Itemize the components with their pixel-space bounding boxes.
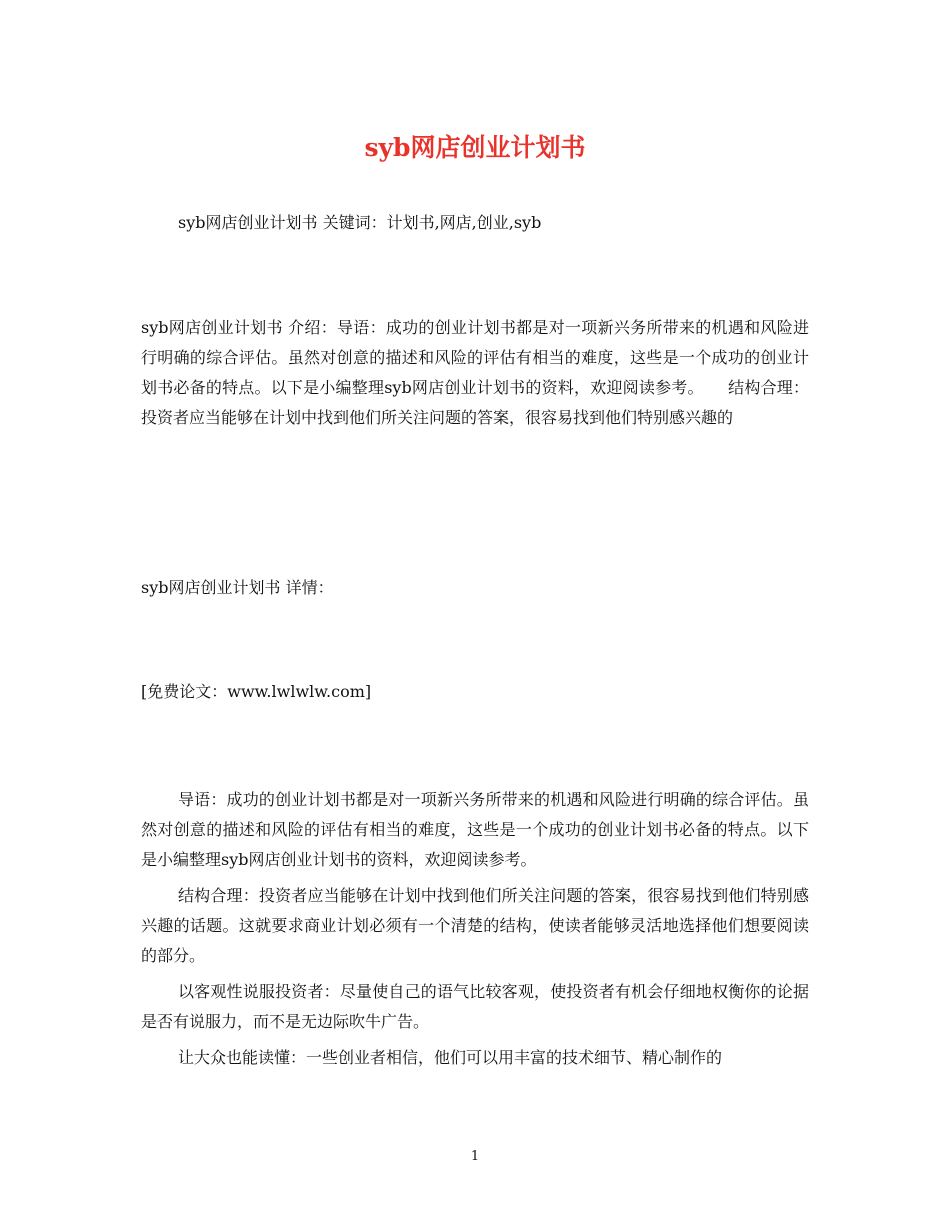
details-heading: syb网店创业计划书 详情： [141,578,334,597]
page-number: 1 [470,1149,480,1164]
body-paragraph: 结构合理：投资者应当能够在计划中找到他们所关注问题的答案，很容易找到他们特别感兴趣的话题。这就要求商业计划必须有一个清楚的结构，使读者能够灵活地选择他们想要阅读的部分。 [141,886,809,965]
body-paragraph: 让大众也能读懂：一些创业者相信，他们可以用丰富的技术细节、精心制作的 [178,1048,723,1067]
body-paragraph: 以客观性说服投资者：尽量使自己的语气比较客观，使投资者有机会仔细地权衡你的论据是否有说服力，而不是无边际吹牛广告。 [141,982,809,1031]
document-title: syb网店创业计划书 [364,133,586,162]
keywords-line: syb网店创业计划书 关键词：计划书,网店,创业,syb [178,213,542,232]
body-paragraph: 导语：成功的创业计划书都是对一项新兴务所带来的机遇和风险进行明确的综合评估。虽然对创意的描述和风险的评估有相当的难度，这些是一个成功的创业计划书必备的特点。以下是小编整理syb网店创业计划书的资料，欢迎阅读参考。 [141,790,809,869]
body-paragraphs [141,785,809,1079]
intro-paragraph: syb网店创业计划书 介绍：导语：成功的创业计划书都是对一项新兴务所带来的机遇和风险进行明确的综合评估。虽然对创意的描述和风险的评估有相当的难度，这些是一个成功的创业计划书必备的特点。以下是小编整理syb网店创业计划书的资料，欢迎阅读参考。 结构合理：投资者应当能够在计划中找到他们所关注问题的答案，很容易找到他们特别感兴趣的 [141,318,809,427]
source-link-text: [免费论文：www.lwlwlw.com] [141,682,372,701]
